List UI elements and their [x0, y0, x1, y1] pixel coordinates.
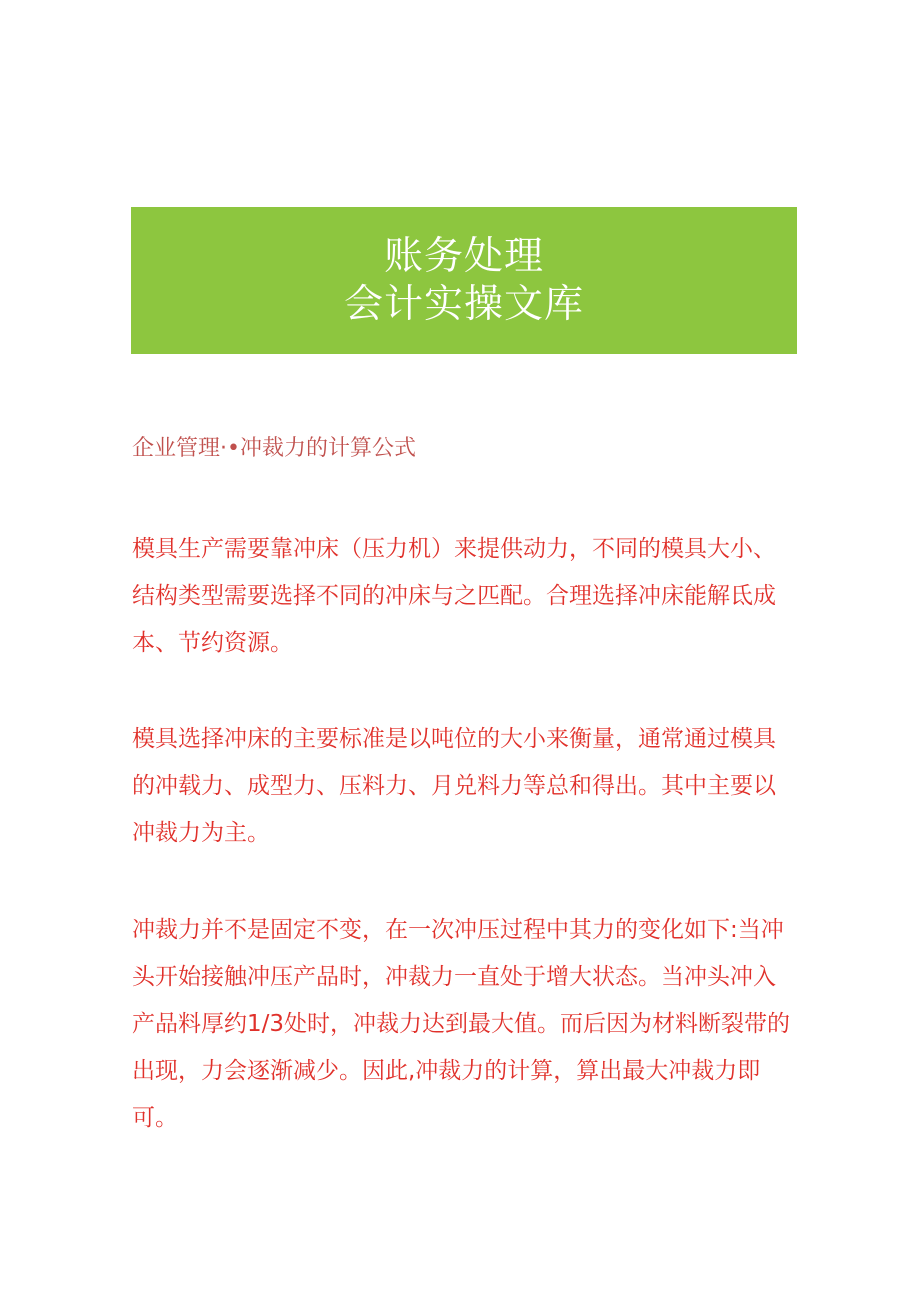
document-title: 企业管理·•冲裁力的计算公式 — [132, 436, 416, 461]
banner-title-line1: 账务处理 — [383, 233, 544, 279]
banner-title-line2: 会计实操文库 — [343, 281, 584, 327]
paragraph-2: 模具选择冲床的主要标准是以吨位的大小来衡量，通常通过模具的冲载力、成型力、压料力、月兑料力等总和得出。其中主要以冲裁力为主。 — [132, 726, 776, 846]
paragraph-3: 冲裁力并不是固定不变，在一次冲压过程中其力的变化如下:当冲头开始接触冲压产品时，冲裁力一直处于增大状态。当冲头冲入产品料厚约1/3处时，冲裁力达到最大值。而后因为材料断裂带的出现，力会逐渐减少。因此,冲裁力的计算，算出最大冲裁力即可。 — [132, 917, 791, 1131]
paragraph-1: 模具生产需要靠冲床（压力机）来提供动力，不同的模具大小、结构类型需要选择不同的冲床与之匹配。合理选择冲床能解氐成本、节约资源。 — [132, 536, 776, 656]
header-banner — [131, 207, 797, 354]
